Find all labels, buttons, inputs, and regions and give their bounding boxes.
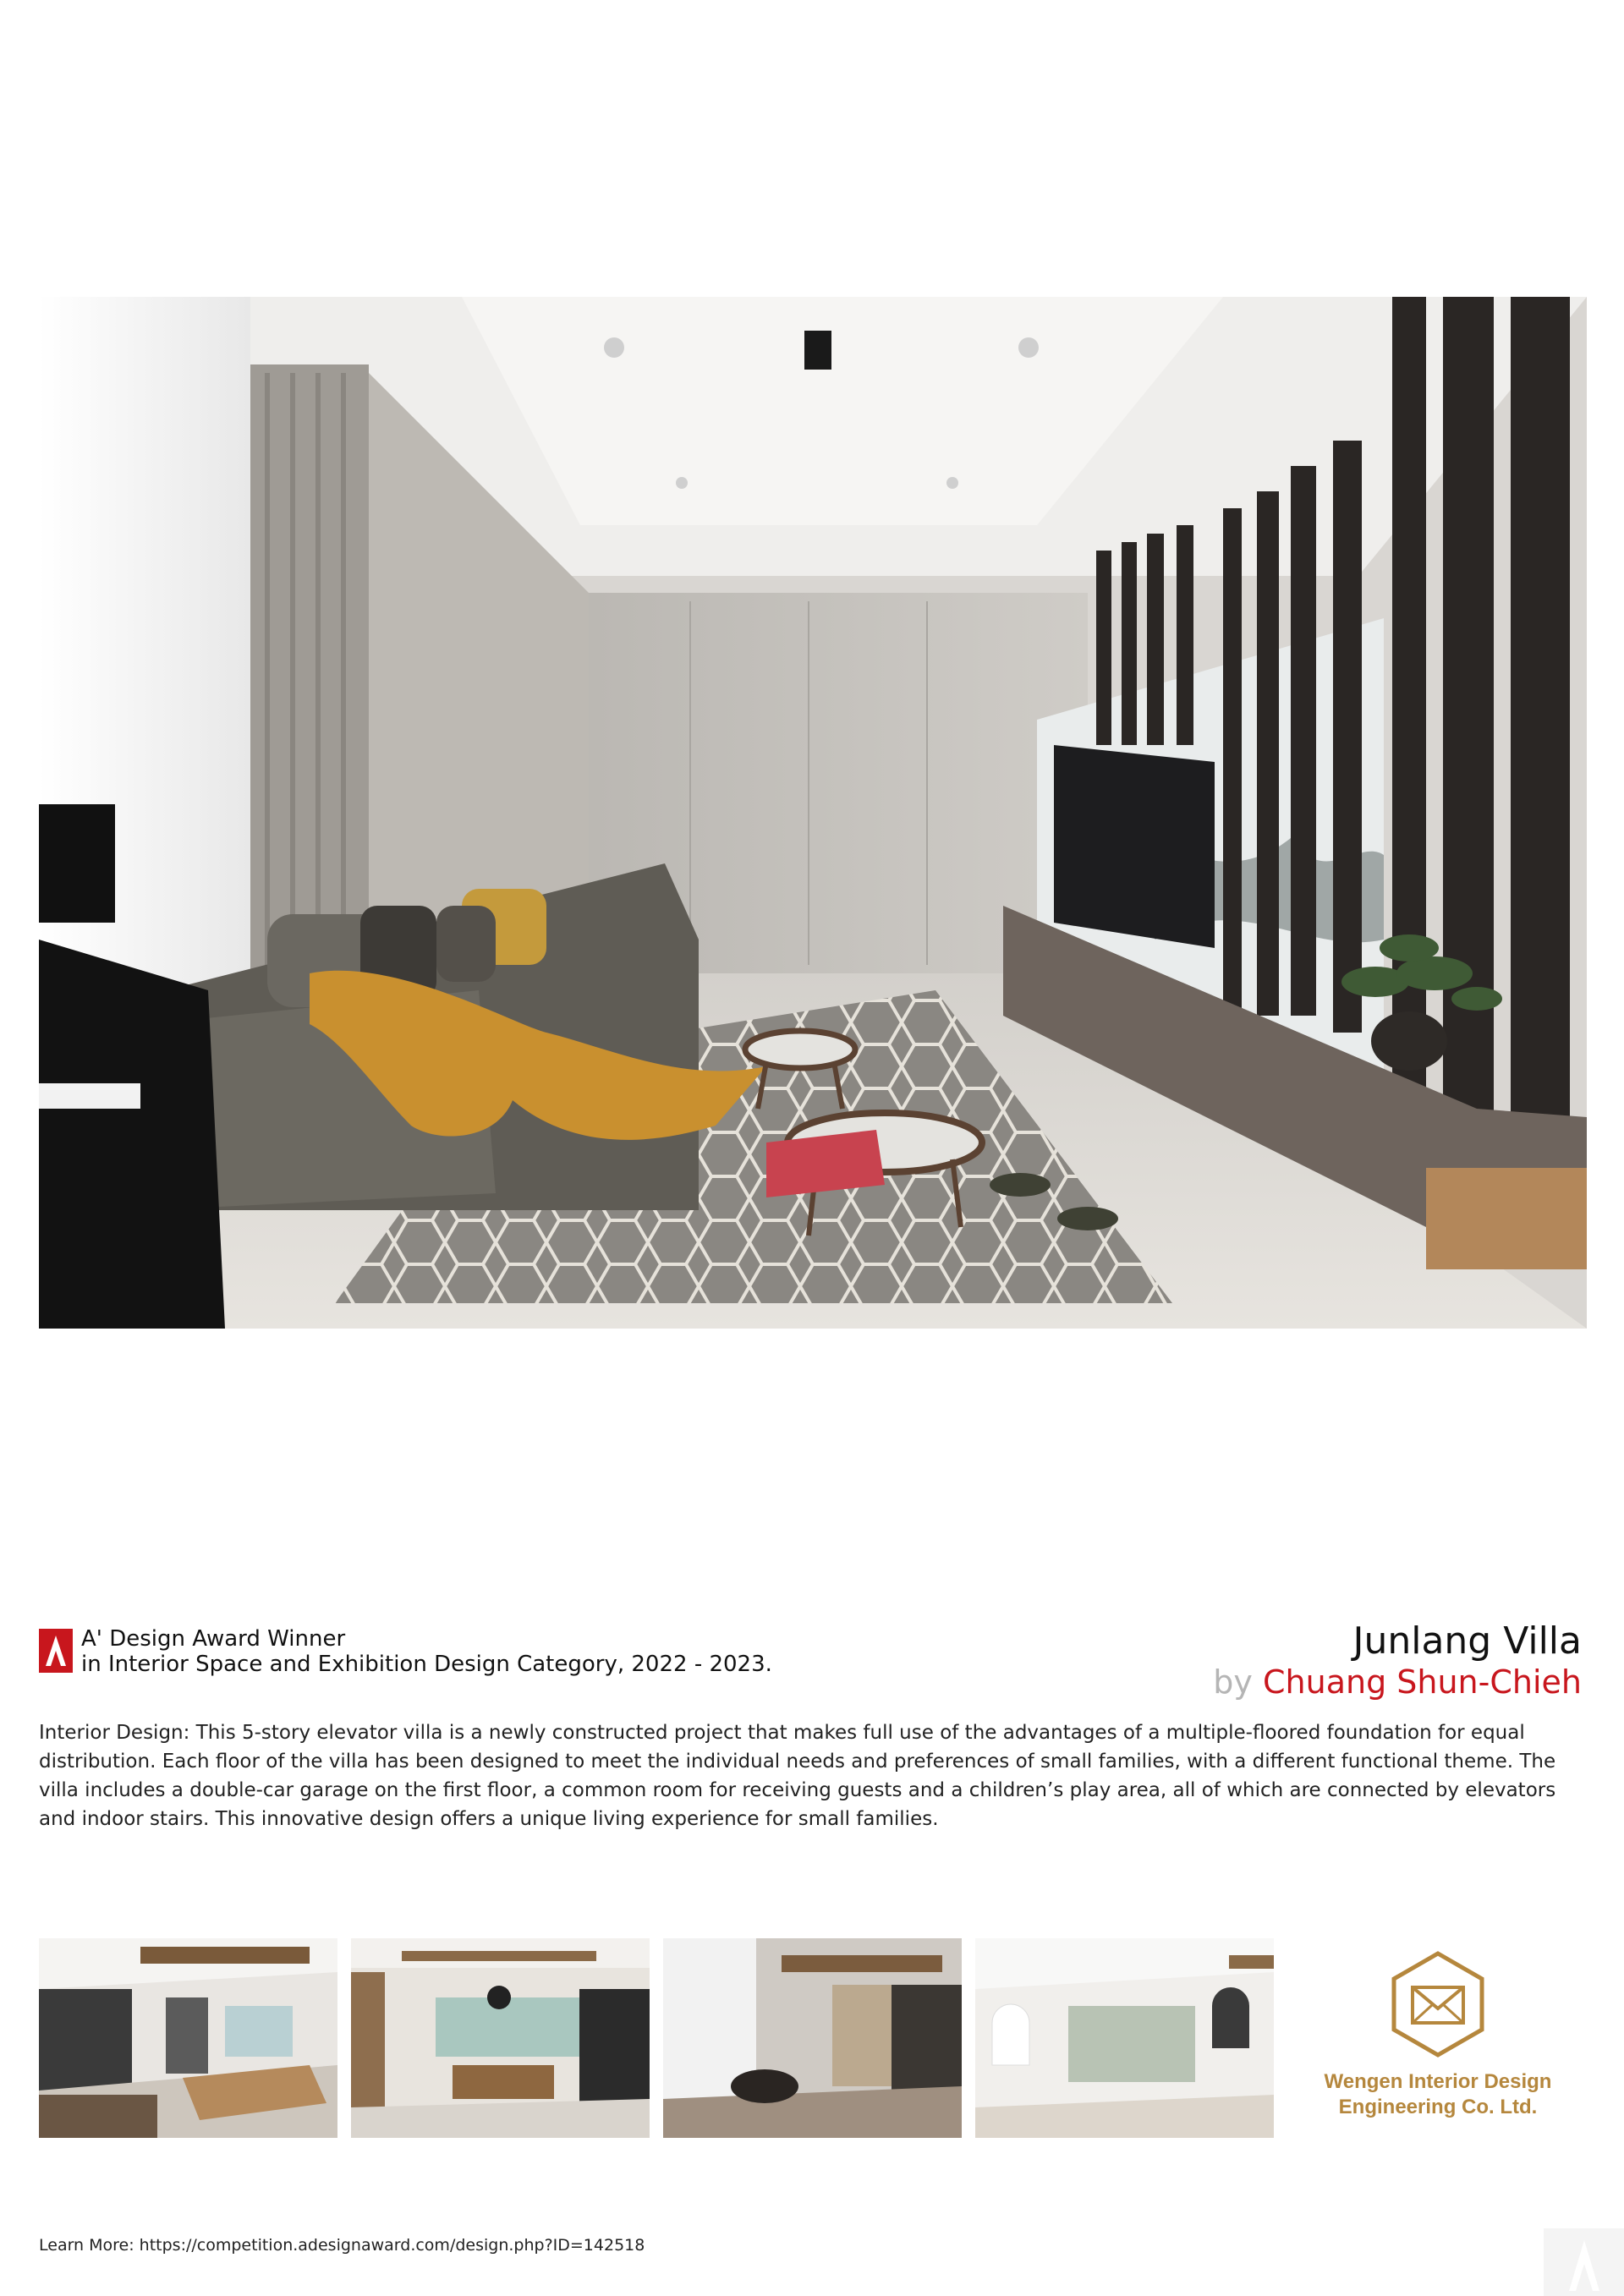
award-winner-label: A' Design Award Winner — [81, 1626, 346, 1652]
gallery-thumbnail-4[interactable] — [975, 1938, 1274, 2138]
hexagon-envelope-icon — [1383, 1949, 1493, 2059]
award-category-label: in Interior Space and Exhibition Design Category, 2022 - 2023. — [81, 1652, 772, 1677]
company-name-line2: Engineering Co. Ltd. — [1338, 2096, 1538, 2118]
design-title: Junlang Villa — [1352, 1619, 1582, 1663]
gallery-thumbnail-2[interactable] — [351, 1938, 650, 2138]
learn-more-link[interactable]: Learn More: https://competition.adesignaward.com/design.php?ID=142518 — [39, 2236, 645, 2255]
designer-byline — [1213, 1663, 1582, 1701]
a-design-award-logo-icon — [39, 1629, 73, 1673]
company-name-line1: Wengen Interior Design — [1324, 2070, 1552, 2093]
gallery-thumbnail-3[interactable] — [663, 1938, 962, 2138]
a-design-watermark-icon — [1544, 2228, 1624, 2296]
gallery-thumbnail-1[interactable] — [39, 1938, 337, 2138]
designer-name: Chuang Shun-Chieh — [1263, 1663, 1582, 1701]
company-logo — [1320, 1949, 1556, 2144]
hero-photo — [39, 297, 1587, 1329]
design-description: Interior Design: This 5-story elevator villa is a newly constructed project that makes full use of the advantages of a multiple-floored foundation for equal distribution. Each floor of the villa has been designed to meet the individual needs and preferences of small families, with a different functional theme. The villa includes a double-car garage on the first floor, a common room for receiving guests and a children’s play area, all of which are connected by elevators and indoor stairs. This innovative design offers a unique living experience for small families. — [39, 1722, 1556, 1830]
by-label: by — [1213, 1663, 1253, 1701]
